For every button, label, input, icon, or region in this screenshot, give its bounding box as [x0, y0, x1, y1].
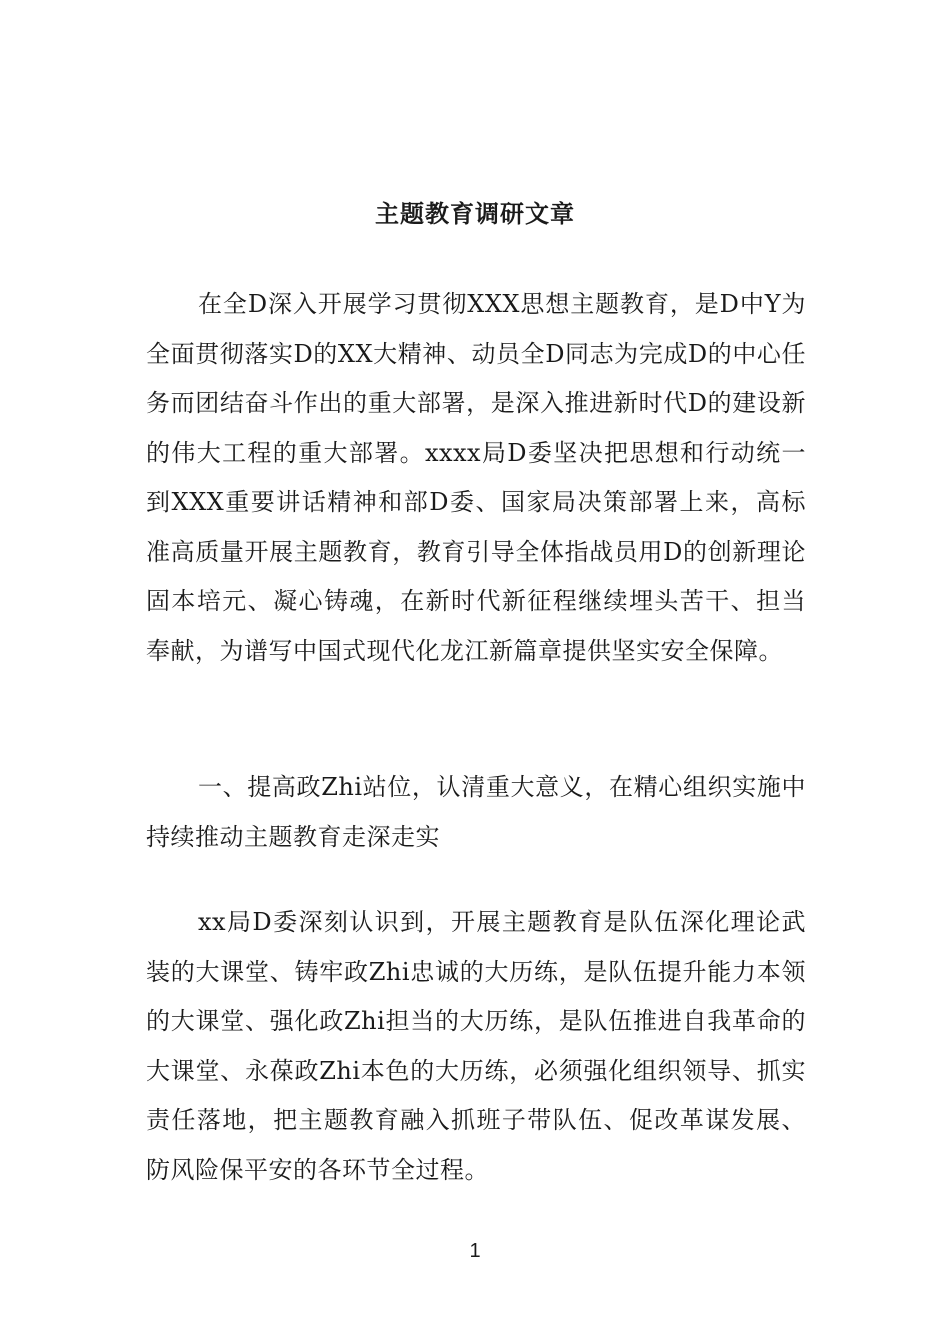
document-title: 主题教育调研文章 [375, 200, 575, 228]
page-number: 1 [469, 1240, 481, 1262]
body-paragraph-intro: 在全D深入开展学习贯彻XXX思想主题教育，是D中Y为全面贯彻落实D的XX大精神、动员全D同志为完成D的中心任务而团结奋斗作出的重大部署，是深入推进新时代D的建设新的伟大工程的重大部署。xxxx局D委坚决把思想和行动统一到XXX重要讲话精神和部D委、国家局决策部署上来，高标准高质量开展主题教育，教育引导全体指战员用D的创新理论固本培元、凝心铸魂，在新时代新征程继续埋头苦干、担当奉献，为谱写中国式现代化龙江新篇章提供坚实安全保障。 [146, 290, 806, 665]
section-heading-1: 一、提高政Zhi站位，认清重大意义，在精心组织实施中持续推动主题教育走深走实 [146, 773, 806, 851]
body-paragraph-section-1: xx局D委深刻认识到，开展主题教育是队伍深化理论武装的大课堂、铸牢政Zhi忠诚的大历练，是队伍提升能力本领的大课堂、强化政Zhi担当的大历练，是队伍推进自我革命的大课堂、永葆政Zhi本色的大历练，必须强化组织领导、抓实责任落地，把主题教育融入抓班子带队伍、促改革谋发展、防风险保平安的各环节全过程。 [146, 908, 806, 1184]
